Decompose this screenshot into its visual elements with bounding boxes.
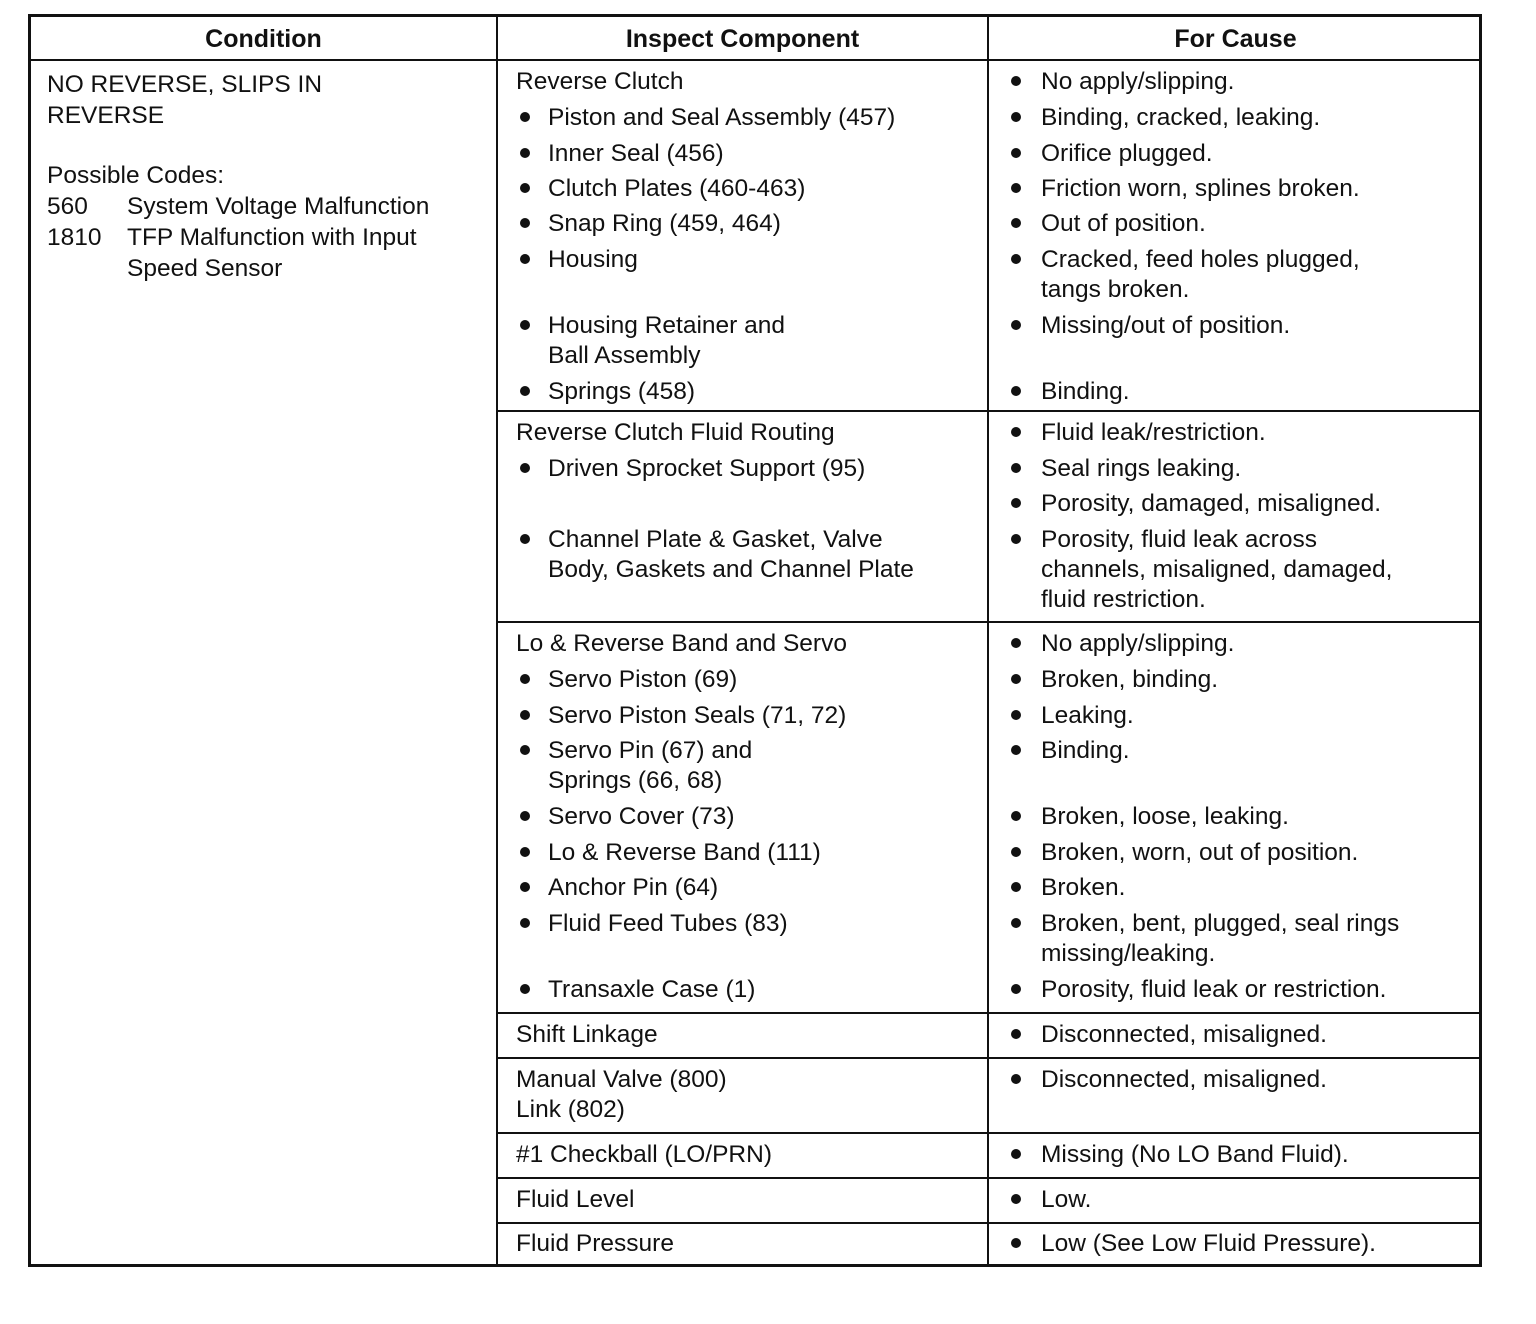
bullet-icon (520, 745, 530, 755)
bullet-icon (1011, 1149, 1021, 1159)
bullet-icon (1011, 386, 1021, 396)
cause-text: Disconnected, misaligned. (1041, 1021, 1327, 1048)
component-text: Clutch Plates (460-463) (548, 175, 806, 202)
component-text: Piston and Seal Assembly (457) (548, 104, 896, 131)
cause-text: Porosity, damaged, misaligned. (1041, 490, 1381, 517)
cause-text: Broken. (1041, 874, 1126, 901)
component-text: Servo Piston (69) (548, 666, 738, 693)
cause-text: Low. (1041, 1186, 1092, 1213)
component-heading: Fluid Level (516, 1186, 635, 1213)
code-description: Speed Sensor (127, 255, 283, 282)
cause-text: Fluid leak/restriction. (1041, 419, 1266, 446)
cause-text: Missing (No LO Band Fluid). (1041, 1141, 1349, 1168)
condition-title-line: NO REVERSE, SLIPS IN (47, 71, 323, 98)
cause-text: missing/leaking. (1041, 940, 1216, 967)
component-text: Servo Cover (73) (548, 803, 735, 830)
cause-text: Out of position. (1041, 210, 1206, 237)
bullet-icon (1011, 710, 1021, 720)
code-description: TFP Malfunction with Input (127, 224, 417, 251)
cause-text: Leaking. (1041, 702, 1134, 729)
cause-text: Low (See Low Fluid Pressure). (1041, 1230, 1376, 1257)
bullet-icon (1011, 254, 1021, 264)
cause-text: Broken, worn, out of position. (1041, 839, 1359, 866)
group-reverse-clutch-fluid-routing (498, 412, 1479, 623)
component-text: Servo Pin (67) and (548, 737, 753, 764)
bullet-icon (1011, 674, 1021, 684)
bullet-icon (520, 847, 530, 857)
code-number: 560 (47, 193, 88, 220)
component-text: Channel Plate & Gasket, Valve (548, 526, 883, 553)
component-text: Driven Sprocket Support (95) (548, 455, 866, 482)
bullet-icon (520, 811, 530, 821)
bullet-icon (1011, 427, 1021, 437)
component-text: Inner Seal (456) (548, 140, 724, 167)
component-text: Transaxle Case (1) (548, 976, 756, 1003)
cause-text: No apply/slipping. (1041, 68, 1235, 95)
bullet-icon (1011, 1238, 1021, 1248)
component-heading: Link (802) (516, 1096, 625, 1123)
component-heading: Shift Linkage (516, 1021, 658, 1048)
bullet-icon (520, 148, 530, 158)
bullet-icon (1011, 811, 1021, 821)
group-lo-reverse-band-servo (498, 623, 1479, 1014)
cause-text: channels, misaligned, damaged, (1041, 556, 1393, 583)
cause-text: Binding, cracked, leaking. (1041, 104, 1321, 131)
cause-text: Porosity, fluid leak across (1041, 526, 1317, 553)
bullet-icon (1011, 984, 1021, 994)
bullet-icon (1011, 218, 1021, 228)
bullet-icon (1011, 320, 1021, 330)
component-heading: Reverse Clutch Fluid Routing (516, 419, 835, 446)
bullet-icon (520, 674, 530, 684)
bullet-icon (520, 534, 530, 544)
group-fluid-pressure (498, 1224, 1479, 1264)
code-row (47, 222, 487, 284)
group-reverse-clutch (498, 61, 1479, 412)
cause-text: fluid restriction. (1041, 586, 1206, 613)
component-text: Ball Assembly (548, 342, 701, 369)
bullet-icon (1011, 847, 1021, 857)
cause-text: Broken, bent, plugged, seal rings (1041, 910, 1400, 937)
group-fluid-level (498, 1179, 1479, 1224)
cause-text: Binding. (1041, 737, 1130, 764)
diagnosis-table (28, 14, 1482, 1267)
cause-text: No apply/slipping. (1041, 630, 1235, 657)
component-text: Anchor Pin (64) (548, 874, 719, 901)
header-for-cause: For Cause (1174, 25, 1297, 53)
header-inspect-component: Inspect Component (625, 25, 860, 53)
component-text: Lo & Reverse Band (111) (548, 839, 821, 866)
cause-text: Friction worn, splines broken. (1041, 175, 1360, 202)
cause-text: Porosity, fluid leak or restriction. (1041, 976, 1387, 1003)
component-text: Servo Piston Seals (71, 72) (548, 702, 847, 729)
bullet-icon (1011, 534, 1021, 544)
component-text: Snap Ring (459, 464) (548, 210, 781, 237)
condition-cell (47, 69, 487, 284)
cause-text: tangs broken. (1041, 276, 1190, 303)
cause-text: Binding. (1041, 378, 1130, 405)
bullet-icon (520, 254, 530, 264)
bullet-icon (1011, 76, 1021, 86)
bullet-icon (1011, 745, 1021, 755)
bullet-icon (1011, 183, 1021, 193)
bullet-icon (1011, 882, 1021, 892)
bullet-icon (520, 463, 530, 473)
table-header (31, 17, 1479, 61)
component-text: Housing (548, 246, 638, 273)
code-number: 1810 (47, 224, 102, 251)
bullet-icon (1011, 1074, 1021, 1084)
component-heading: Fluid Pressure (516, 1230, 674, 1257)
bullet-icon (1011, 638, 1021, 648)
cause-text: Orifice plugged. (1041, 140, 1213, 167)
cause-text: Broken, binding. (1041, 666, 1219, 693)
bullet-icon (520, 710, 530, 720)
cause-text: Cracked, feed holes plugged, (1041, 246, 1360, 273)
component-text: Body, Gaskets and Channel Plate (548, 556, 914, 583)
bullet-icon (520, 183, 530, 193)
component-heading: Reverse Clutch (516, 68, 684, 95)
bullet-icon (520, 882, 530, 892)
group-shift-linkage (498, 1014, 1479, 1059)
bullet-icon (520, 918, 530, 928)
cause-text: Missing/out of position. (1041, 312, 1291, 339)
bullet-icon (1011, 918, 1021, 928)
group-manual-valve (498, 1059, 1479, 1134)
component-text: Springs (66, 68) (548, 767, 723, 794)
condition-title-line: REVERSE (47, 102, 165, 129)
component-heading: Lo & Reverse Band and Servo (516, 630, 847, 657)
code-row (47, 191, 487, 222)
component-heading: #1 Checkball (LO/PRN) (516, 1141, 772, 1168)
component-heading: Manual Valve (800) (516, 1066, 727, 1093)
bullet-icon (1011, 498, 1021, 508)
component-text: Fluid Feed Tubes (83) (548, 910, 788, 937)
component-text: Springs (458) (548, 378, 696, 405)
bullet-icon (1011, 463, 1021, 473)
bullet-icon (1011, 148, 1021, 158)
bullet-icon (520, 112, 530, 122)
group-checkball (498, 1134, 1479, 1179)
cause-text: Disconnected, misaligned. (1041, 1066, 1327, 1093)
code-description: System Voltage Malfunction (127, 193, 430, 220)
cause-text: Broken, loose, leaking. (1041, 803, 1289, 830)
bullet-icon (520, 386, 530, 396)
bullet-icon (1011, 1029, 1021, 1039)
component-text: Housing Retainer and (548, 312, 785, 339)
bullet-icon (1011, 112, 1021, 122)
bullet-icon (520, 320, 530, 330)
bullet-icon (520, 984, 530, 994)
cause-text: Seal rings leaking. (1041, 455, 1242, 482)
bullet-icon (520, 218, 530, 228)
header-condition: Condition (205, 25, 322, 53)
bullet-icon (1011, 1194, 1021, 1204)
possible-codes-label: Possible Codes: (47, 162, 225, 189)
